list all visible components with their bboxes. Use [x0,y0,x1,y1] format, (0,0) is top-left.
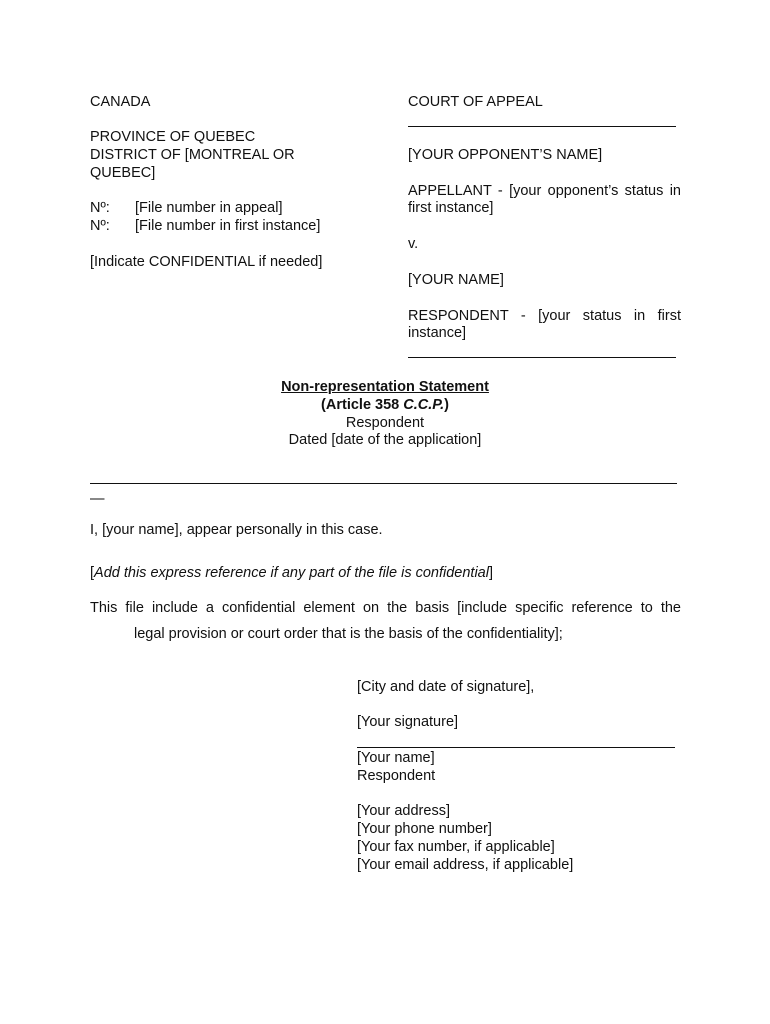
signature-placeholder: [Your signature] [357,714,459,730]
signer-phone: [Your phone number] [357,821,492,837]
confidential-file-line-1: This file include a confidential element on the basis [include specific reference to the [90,600,681,616]
confidential-note: [Indicate CONFIDENTIAL if needed] [90,254,323,270]
parties-divider [408,357,676,358]
signer-name: [Your name] [357,750,435,766]
appellant-line-2: first instance] [408,200,494,216]
province-label: PROVINCE OF QUEBEC [90,129,256,145]
opponent-name: [YOUR OPPONENT’S NAME] [408,147,603,163]
article-suffix: ) [444,397,449,413]
respondent-line-1: RESPONDENT - [your status in first [408,308,681,324]
body-divider [90,483,677,484]
city-date-line: [City and date of signature], [357,679,535,695]
signer-fax: [Your fax number, if applicable] [357,839,555,855]
party-label: Respondent [345,415,425,431]
district-line-1: DISTRICT OF [MONTREAL OR [90,147,295,163]
article-reference [0,396,770,414]
appellant-line-1: APPELLANT - [your opponent’s status in [408,183,681,199]
file-no-label-appeal: Nº: [90,200,110,216]
court-divider [408,126,676,127]
title-main: Non-representation Statement [281,379,489,395]
appearance-statement: I, [your name], appear personally in this case. [90,522,383,538]
divider-dash: — [90,491,105,507]
article-code: C.C.P. [403,397,445,413]
article-prefix: (Article 358 [321,397,404,413]
express-reference-note [90,564,493,582]
file-number-appeal: [File number in appeal] [135,200,283,216]
file-no-label-first: Nº: [90,218,110,234]
express-reference-text: Add this express reference if any part of the file is confidential [94,565,489,581]
district-line-2: QUEBEC] [90,165,156,181]
court-label: COURT OF APPEAL [408,94,543,110]
file-number-first-instance: [File number in first instance] [135,218,321,234]
respondent-line-2: instance] [408,325,467,341]
signer-role: Respondent [357,768,436,784]
your-name-caps: [YOUR NAME] [408,272,504,288]
bracket-open: [ [90,565,95,581]
confidential-file-line-2: legal provision or court order that is the basis of the confidentiality]; [134,626,563,642]
versus-label: v. [408,236,419,252]
document-title [0,378,770,396]
signer-email: [Your email address, if applicable] [357,857,574,873]
bracket-close: ] [488,565,493,581]
country-label: CANADA [90,94,151,110]
signer-address: [Your address] [357,803,450,819]
dated-label: Dated [date of the application] [288,432,482,448]
signature-line [357,747,675,748]
